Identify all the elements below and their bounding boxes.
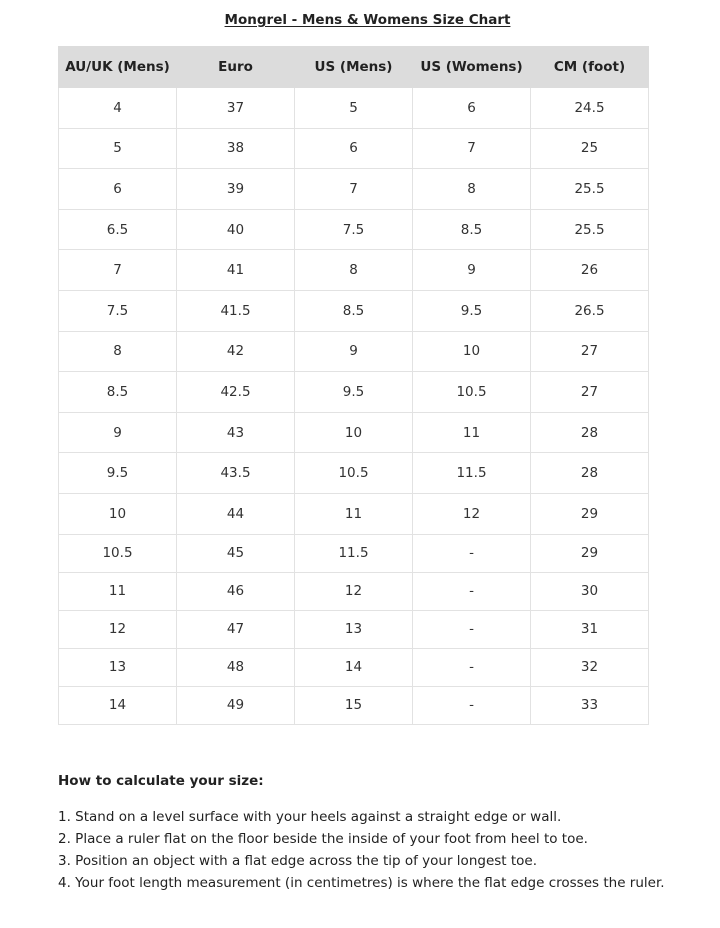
cell-euro: 42 — [177, 331, 295, 372]
cell-au-uk: 7.5 — [59, 290, 177, 331]
cell-au-uk: 8.5 — [59, 372, 177, 413]
cell-euro: 39 — [177, 169, 295, 210]
cell-euro: 46 — [177, 572, 295, 610]
size-chart-table — [58, 46, 649, 725]
howto-step: 3. Position an object with a flat edge across the tip of your longest toe. — [58, 853, 538, 869]
cell-cm-foot: 26.5 — [531, 290, 649, 331]
cell-au-uk: 10 — [59, 493, 177, 534]
cell-us-mens: 7 — [295, 169, 413, 210]
cell-cm-foot: 30 — [531, 572, 649, 610]
cell-us-mens: 8.5 — [295, 290, 413, 331]
table-row — [59, 648, 649, 686]
table-row — [59, 372, 649, 413]
cell-euro: 43.5 — [177, 453, 295, 494]
cell-au-uk: 9 — [59, 412, 177, 453]
table-row — [59, 493, 649, 534]
cell-cm-foot: 26 — [531, 250, 649, 291]
table-row — [59, 453, 649, 494]
cell-us-mens: 11 — [295, 493, 413, 534]
cell-euro: 45 — [177, 534, 295, 572]
cell-us-mens: 9.5 — [295, 372, 413, 413]
cell-au-uk: 6 — [59, 169, 177, 210]
table-row — [59, 572, 649, 610]
cell-cm-foot: 29 — [531, 493, 649, 534]
cell-cm-foot: 32 — [531, 648, 649, 686]
cell-euro: 40 — [177, 209, 295, 250]
cell-us-womens: 11 — [413, 412, 531, 453]
cell-us-womens: 11.5 — [413, 453, 531, 494]
cell-us-womens: 9.5 — [413, 290, 531, 331]
cell-cm-foot: 27 — [531, 331, 649, 372]
header-euro: Euro — [177, 47, 295, 88]
header-au-uk: AU/UK (Mens) — [59, 47, 177, 88]
cell-au-uk: 8 — [59, 331, 177, 372]
cell-euro: 42.5 — [177, 372, 295, 413]
cell-cm-foot: 28 — [531, 453, 649, 494]
table-row — [59, 331, 649, 372]
cell-us-mens: 9 — [295, 331, 413, 372]
cell-us-mens: 10.5 — [295, 453, 413, 494]
table-row — [59, 290, 649, 331]
cell-us-womens: 10 — [413, 331, 531, 372]
table-row — [59, 412, 649, 453]
cell-us-womens: - — [413, 534, 531, 572]
table-row — [59, 128, 649, 169]
cell-euro: 38 — [177, 128, 295, 169]
header-us-mens: US (Mens) — [295, 47, 413, 88]
table-row — [59, 209, 649, 250]
howto-step: 4. Your foot length measurement (in centimetres) is where the flat edge crosses the ruler. — [58, 875, 665, 891]
cell-cm-foot: 29 — [531, 534, 649, 572]
table-row — [59, 686, 649, 724]
cell-us-mens: 7.5 — [295, 209, 413, 250]
cell-au-uk: 4 — [59, 88, 177, 129]
cell-au-uk: 10.5 — [59, 534, 177, 572]
cell-au-uk: 13 — [59, 648, 177, 686]
cell-au-uk: 14 — [59, 686, 177, 724]
cell-us-mens: 14 — [295, 648, 413, 686]
table-row — [59, 534, 649, 572]
cell-us-mens: 12 — [295, 572, 413, 610]
cell-us-womens: 7 — [413, 128, 531, 169]
cell-us-womens: 8.5 — [413, 209, 531, 250]
table-row — [59, 250, 649, 291]
cell-au-uk: 7 — [59, 250, 177, 291]
cell-us-womens: - — [413, 648, 531, 686]
cell-cm-foot: 31 — [531, 610, 649, 648]
cell-us-mens: 13 — [295, 610, 413, 648]
cell-cm-foot: 27 — [531, 372, 649, 413]
cell-euro: 41.5 — [177, 290, 295, 331]
cell-cm-foot: 25 — [531, 128, 649, 169]
cell-us-womens: - — [413, 686, 531, 724]
cell-cm-foot: 25.5 — [531, 169, 649, 210]
cell-euro: 48 — [177, 648, 295, 686]
howto-step: 2. Place a ruler flat on the floor beside the inside of your foot from heel to toe. — [58, 831, 588, 847]
cell-cm-foot: 33 — [531, 686, 649, 724]
cell-us-mens: 8 — [295, 250, 413, 291]
cell-us-mens: 6 — [295, 128, 413, 169]
cell-euro: 49 — [177, 686, 295, 724]
cell-euro: 41 — [177, 250, 295, 291]
howto-steps — [58, 807, 665, 895]
cell-us-womens: 8 — [413, 169, 531, 210]
cell-us-womens: 6 — [413, 88, 531, 129]
header-cm-foot: CM (foot) — [531, 47, 649, 88]
cell-us-womens: 10.5 — [413, 372, 531, 413]
cell-au-uk: 5 — [59, 128, 177, 169]
howto-step: 1. Stand on a level surface with your heels against a straight edge or wall. — [58, 809, 562, 825]
table-row — [59, 610, 649, 648]
cell-cm-foot: 28 — [531, 412, 649, 453]
table-row — [59, 88, 649, 129]
cell-us-womens: 9 — [413, 250, 531, 291]
cell-us-mens: 11.5 — [295, 534, 413, 572]
cell-au-uk: 6.5 — [59, 209, 177, 250]
cell-euro: 37 — [177, 88, 295, 129]
cell-us-womens: 12 — [413, 493, 531, 534]
cell-us-mens: 5 — [295, 88, 413, 129]
table-header-row — [59, 47, 649, 88]
cell-cm-foot: 25.5 — [531, 209, 649, 250]
cell-us-womens: - — [413, 572, 531, 610]
cell-us-mens: 10 — [295, 412, 413, 453]
cell-au-uk: 9.5 — [59, 453, 177, 494]
cell-au-uk: 11 — [59, 572, 177, 610]
cell-euro: 47 — [177, 610, 295, 648]
howto-heading: How to calculate your size: — [58, 773, 264, 789]
table-row — [59, 169, 649, 210]
cell-euro: 43 — [177, 412, 295, 453]
cell-cm-foot: 24.5 — [531, 88, 649, 129]
cell-us-mens: 15 — [295, 686, 413, 724]
cell-us-womens: - — [413, 610, 531, 648]
cell-au-uk: 12 — [59, 610, 177, 648]
chart-title: Mongrel - Mens & Womens Size Chart — [224, 12, 511, 28]
cell-euro: 44 — [177, 493, 295, 534]
header-us-womens: US (Womens) — [413, 47, 531, 88]
